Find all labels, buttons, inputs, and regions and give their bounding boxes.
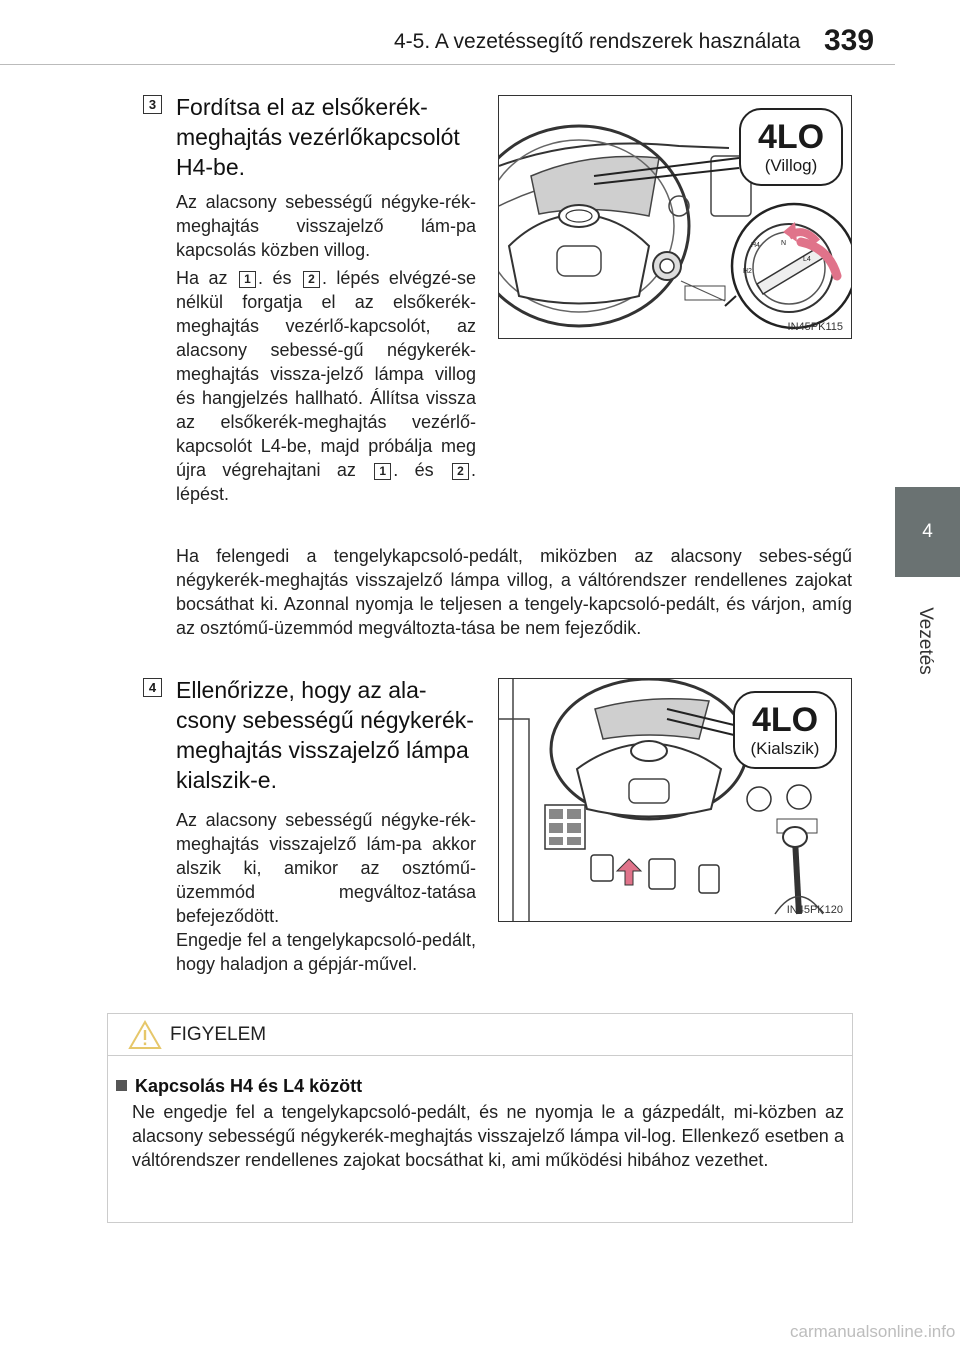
step4-para1: Az alacsony sebességű négyke-rék-meghajtás visszajelző lám-pa akkor alszik ki, amikor az osztómű-üzemmód megváltoz-tatása befejeződött.: [176, 810, 476, 926]
step-number-3: 3: [143, 95, 162, 114]
indicator-callout-off: [733, 691, 837, 769]
dial-label-h2: H2: [743, 268, 752, 275]
figure-dashboard-switch: [498, 95, 852, 339]
figure-indicator-off: [498, 678, 852, 922]
warning-triangle-icon: [128, 1020, 162, 1050]
step-ref-1: 1: [374, 463, 391, 480]
step-ref-2: 2: [303, 271, 320, 288]
step4-heading: Ellenőrizze, hogy az ala-csony sebességű négykerék-meghajtás visszajelző lámpa kialszik-e.: [176, 677, 474, 793]
figure-code: IN45PK120: [786, 904, 843, 916]
indicator-state-text: (Villog): [764, 156, 818, 175]
warning-title: FIGYELEM: [170, 1024, 267, 1045]
warning-header: [108, 1014, 852, 1056]
text-run: . és: [393, 460, 434, 480]
warning-box: [107, 1013, 853, 1223]
text-run: . és: [257, 268, 292, 288]
running-header: 4-5. A vezetéssegítő rendszerek használata: [394, 30, 801, 53]
dial-label-n: N: [781, 240, 787, 247]
indicator-4lo-text: 4LO: [751, 701, 819, 739]
warning-subtitle-text: Kapcsolás H4 és L4 között: [135, 1076, 363, 1096]
warning-text: Ne engedje fel a tengelykapcsoló-pedált, és ne nyomja le a gázpedált, mi-közben az alacsony sebességű négykerék-meghajtás visszajelző lámpa vil-log. Ellenkező esetben a váltórendszer rendellenes zajokat bocsáthat ki, ami működési hibához vezethet.: [132, 1102, 844, 1170]
indicator-4lo-text: 4LO: [757, 118, 825, 156]
step3-heading: Fordítsa el az elsőkerék-meghajtás vezérlőkapcsolót H4-be.: [176, 94, 460, 180]
header-rule: [0, 64, 895, 65]
page-number: 339: [824, 24, 875, 57]
step-ref-2: 2: [452, 463, 469, 480]
chapter-tab: 4: [895, 487, 960, 577]
indicator-callout-blinking: [739, 108, 843, 186]
dial-label-l4: L4: [803, 256, 811, 263]
warning-subtitle: [116, 1076, 362, 1097]
step3-para1: Az alacsony sebességű négyke-rék-meghajtás visszajelző lám-pa kapcsolás közben villog.: [176, 192, 476, 260]
footer-watermark: carmanualsonline.info: [790, 1322, 956, 1341]
step3-para3: Ha felengedi a tengelykapcsoló-pedált, miközben az alacsony sebes-ségű négykerék-meghajtás visszajelző lámpa villog, a váltórendszer rendellenes zajokat bocsáthat ki. Azonnal nyomja le teljesen a tengely-kapcsoló-pedált, és várjon, amíg az osztómű-üzemmód megváltozta-tása be nem fejeződik.: [176, 546, 852, 638]
step4-para2: Engedje fel a tengelykapcsoló-pedált, hogy haladjon a gépjár-művel.: [176, 930, 476, 974]
step3-para2: [176, 266, 476, 506]
step-ref-1: 1: [239, 271, 256, 288]
dial-label-h4: H4: [751, 242, 760, 249]
step-number-4: 4: [143, 678, 162, 697]
figure-code: IN45PK115: [787, 321, 843, 333]
text-run: Ha az: [176, 268, 228, 288]
chapter-label: Vezetés: [915, 607, 936, 675]
indicator-state-text: (Kialszik): [750, 739, 820, 758]
text-run: . lépést.: [176, 460, 476, 504]
text-run: . lépés elvégzé-se nélkül forgatja el az elsőkerék-meghajtás vezérlő-kapcsolót, az alacsony sebessé-gű négykerék-meghajtás vissza-jelző lámpa villog és hangjelzés hallható. Állítsa vissza az elsőkerék-meghajtás vezérlő-kapcsolót L4-be, majd próbálja meg újra végrehajtani az: [176, 268, 476, 480]
bullet-square-icon: [116, 1080, 127, 1091]
